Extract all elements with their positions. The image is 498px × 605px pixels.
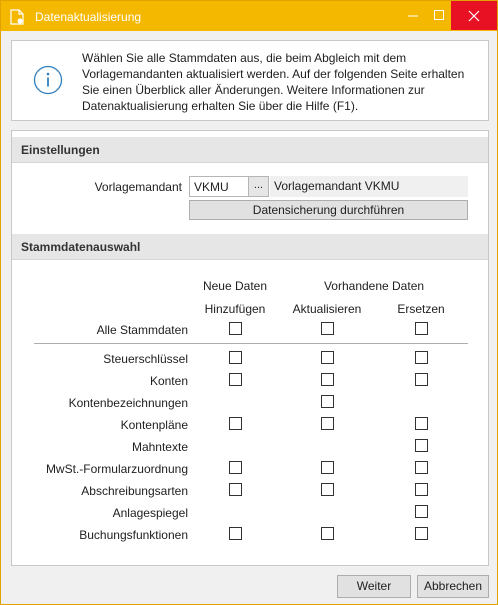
minimize-icon (399, 1, 427, 30)
section-header-settings: Einstellungen (12, 137, 488, 163)
col-header-update: Aktualisieren (292, 302, 362, 316)
col-header-replace: Ersetzen (397, 302, 445, 316)
mwst-add-checkbox[interactable] (229, 461, 242, 474)
window-title: Datenaktualisierung (35, 10, 142, 24)
vorlagemandant-value: VKMU (194, 180, 229, 194)
row-label-mahntexte: Mahntexte (131, 440, 188, 454)
info-icon (33, 65, 63, 95)
anlagespiegel-replace-checkbox[interactable] (415, 505, 428, 518)
mwst-replace-checkbox[interactable] (415, 461, 428, 474)
info-text: Wählen Sie alle Stammdaten aus, die beim Abgleich mit dem Vorlagemandanten aktualisiert werden. Auf der folgenden Seite erhalten Sie einen Überblick aller Änderungen. Weitere Informationen zur Datenaktualisierung erhalten Sie über die Hilfe (F1). (82, 51, 465, 113)
content-panel (11, 130, 489, 566)
abschreibungsarten-update-checkbox[interactable] (321, 483, 334, 496)
all-replace-checkbox[interactable] (415, 322, 428, 335)
divider (34, 343, 468, 344)
all-stammdaten-label: Alle Stammdaten (96, 323, 188, 337)
row-label-kontenplaene: Kontenpläne (120, 418, 188, 432)
mwst-update-checkbox[interactable] (321, 461, 334, 474)
kontenbezeichnungen-update-checkbox[interactable] (321, 395, 334, 408)
close-button[interactable] (451, 1, 497, 30)
steuerschluessel-update-checkbox[interactable] (321, 351, 334, 364)
section-header-selection: Stammdatenauswahl (12, 234, 488, 260)
kontenplaene-replace-checkbox[interactable] (415, 417, 428, 430)
mahntexte-replace-checkbox[interactable] (415, 439, 428, 452)
app-icon (10, 9, 24, 25)
row-label-konten: Konten (149, 374, 188, 388)
close-icon (451, 1, 497, 30)
title-bar[interactable] (1, 1, 497, 31)
abschreibungsarten-replace-checkbox[interactable] (415, 483, 428, 496)
vorlagemandant-field[interactable] (189, 176, 269, 197)
col-header-add: Hinzufügen (204, 302, 266, 316)
browse-button[interactable]: ... (248, 177, 268, 196)
next-button[interactable]: Weiter (337, 575, 411, 598)
info-panel (11, 40, 489, 121)
row-label-kontenbezeichnungen: Kontenbezeichnungen (68, 396, 188, 410)
kontenplaene-update-checkbox[interactable] (321, 417, 334, 430)
buchungsfunktionen-update-checkbox[interactable] (321, 527, 334, 540)
steuerschluessel-add-checkbox[interactable] (229, 351, 242, 364)
vorlagemandant-name: Vorlagemandant VKMU (270, 176, 468, 197)
cancel-button[interactable]: Abbrechen (417, 575, 489, 598)
group-new-data: Neue Daten (202, 279, 268, 293)
minimize-button[interactable] (399, 1, 427, 30)
backup-button[interactable]: Datensicherung durchführen (189, 200, 468, 220)
row-label-steuerschluessel: Steuerschlüssel (103, 352, 188, 366)
row-label-buchungsfunktionen: Buchungsfunktionen (79, 528, 188, 542)
buchungsfunktionen-replace-checkbox[interactable] (415, 527, 428, 540)
row-label-abschreibungsarten: Abschreibungsarten (81, 484, 188, 498)
row-label-anlagespiegel: Anlagespiegel (112, 506, 188, 520)
konten-add-checkbox[interactable] (229, 373, 242, 386)
konten-update-checkbox[interactable] (321, 373, 334, 386)
all-add-checkbox[interactable] (229, 322, 242, 335)
buchungsfunktionen-add-checkbox[interactable] (229, 527, 242, 540)
kontenplaene-add-checkbox[interactable] (229, 417, 242, 430)
maximize-icon (425, 1, 453, 30)
maximize-button[interactable] (425, 1, 453, 30)
group-existing-data: Vorhandene Daten (323, 279, 425, 293)
steuerschluessel-replace-checkbox[interactable] (415, 351, 428, 364)
abschreibungsarten-add-checkbox[interactable] (229, 483, 242, 496)
vorlagemandant-label: Vorlagemandant (94, 180, 182, 194)
row-label-mwst-formularzuordnung: MwSt.-Formularzuordnung (45, 462, 188, 476)
all-update-checkbox[interactable] (321, 322, 334, 335)
konten-replace-checkbox[interactable] (415, 373, 428, 386)
